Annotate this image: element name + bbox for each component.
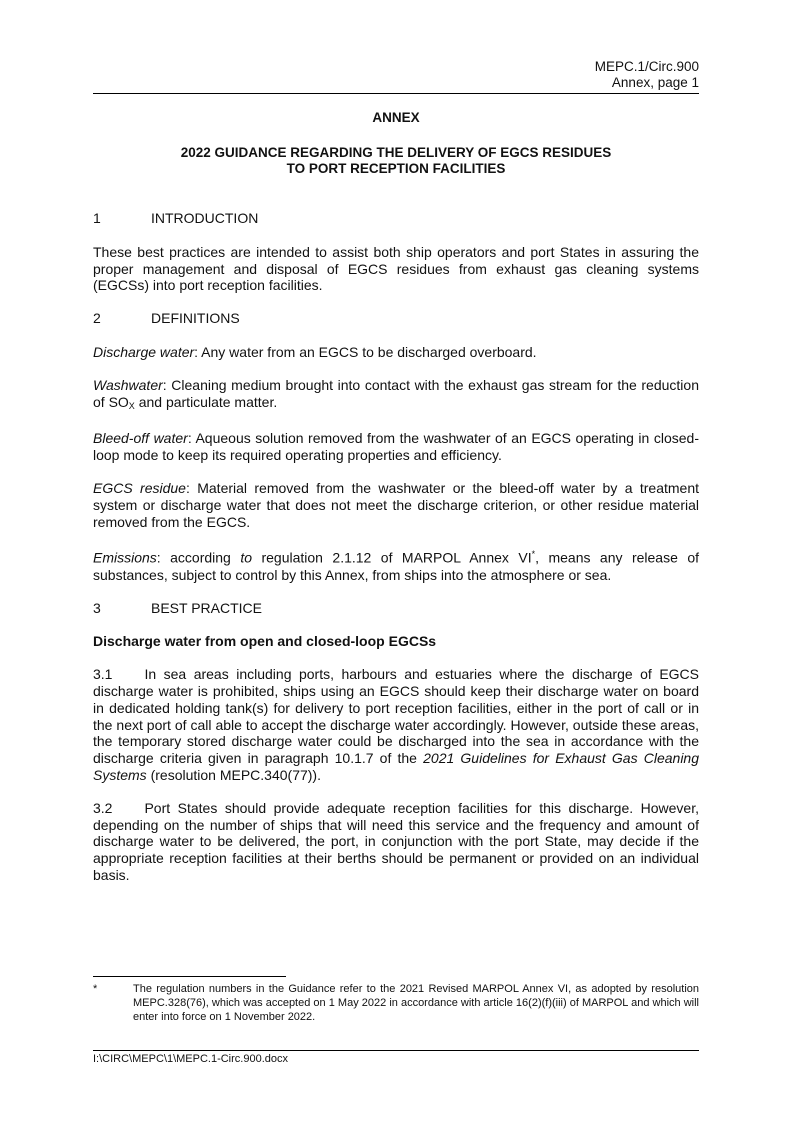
section-title: DEFINITIONS (151, 310, 240, 327)
annex-label: ANNEX (372, 110, 420, 125)
document-symbol: MEPC.1/Circ.900 (594, 59, 699, 74)
section-title: INTRODUCTION (151, 210, 259, 226)
definition-washwater: Washwater: Cleaning medium brought into contact with the exhaust gas stream for the reduction of $SO_X$ and particulate matter. (93, 376, 699, 411)
section-number: 2 (93, 310, 101, 327)
footnote (93, 983, 699, 1024)
document-title (93, 145, 699, 177)
definition-term: Bleed-off water (93, 430, 188, 447)
section-heading-definitions (93, 310, 699, 327)
definition-discharge-water: Discharge water: Any water from an EGCS to be discharged overboard. (93, 343, 537, 360)
definition-term: Washwater (93, 376, 163, 393)
section-heading-best-practice (93, 600, 699, 617)
title-line-1: 2022 GUIDANCE REGARDING THE DELIVERY OF EGCS RESIDUES (180, 145, 612, 160)
title-line-2: TO PORT RECEPTION FACILITIES (286, 161, 506, 176)
paragraph-3-2: 3.2 Port States should provide adequate reception facilities for this discharge. However, depending on the number of ships that will need this service and the frequency and amount of discharge water to be delivered, the port, in conjunction with the port State, may decide if the appropriate reception facilities at their berths should be permanent or provided on an individual basis. (93, 799, 699, 883)
section-title: BEST PRACTICE (151, 599, 262, 616)
definition-egcs-residue: EGCS residue: Material removed from the washwater or the bleed-off water by a treatment system or discharge water that does not meet the discharge criterion, or other residue material removed from the EGCS. (93, 479, 699, 530)
section-heading-introduction (93, 210, 699, 227)
subsection-heading: Discharge water from open and closed-loop EGCSs (93, 633, 437, 650)
document-body (93, 210, 699, 884)
definition-emissions: Emissions: according to regulation 2.1.12 of MARPOL Annex VI*, means any release of substances, subject to control by this Annex, from ships into the atmosphere or sea. (93, 549, 700, 583)
definition-bleed-off-water: Bleed-off water: Aqueous solution removed from the washwater of an EGCS operating in closed-loop mode to keep its required operating properties and efficiency. (93, 430, 699, 464)
section-number: 1 (93, 210, 101, 226)
footnote-text: The regulation numbers in the Guidance refer to the 2021 Revised MARPOL Annex VI, as adopted by resolution MEPC.328(76), which was accepted on 1 May 2022 in accordance with article 16(2)(f)(iii) of MARPOL and which will enter into force on 1 November 2022. (133, 983, 699, 1023)
footer-divider (93, 1050, 699, 1051)
footnote-reference: * (531, 549, 536, 560)
page-label: Annex, page 1 (611, 75, 699, 90)
definition-term: Emissions (93, 550, 157, 567)
definition-term: Discharge water (93, 343, 195, 360)
guidelines-title: 2021 Guidelines for Exhaust Gas Cleaning Systems (93, 750, 699, 783)
section-number: 3 (93, 599, 101, 616)
footnote-mark: * (93, 983, 98, 995)
definition-term: EGCS residue (93, 479, 186, 496)
paragraph-number: 3.2 (93, 799, 113, 816)
introduction-paragraph: These best practices are intended to assist both ship operators and port States in assuring the proper management and disposal of EGCS residues from exhaust gas cleaning systems (EGCSs) into port reception facilities. (93, 243, 699, 294)
footer-file-path: I:\CIRC\MEPC\1\MEPC.1-Circ.900.docx (93, 1053, 288, 1065)
footnote-divider (93, 976, 286, 977)
page-header (93, 59, 699, 91)
header-divider (93, 93, 699, 94)
paragraph-number: 3.1 (93, 666, 113, 683)
paragraph-3-1: 3.1 In sea areas including ports, harbours and estuaries where the discharge of EGCS discharge water is prohibited, ships using an EGCS should keep their discharge water on board in dedicated holding tank(s) for delivery to port reception facilities, either in the port of call or in the next port of call able to accept the discharge water accordingly. However, outside these areas, the temporary stored discharge water could be discharged into the sea in accordance with the discharge criteria given in paragraph 10.1.7 of the 2021 Guidelines for Exhaust Gas Cleaning Systems (resolution MEPC.340(77)). (93, 666, 699, 783)
